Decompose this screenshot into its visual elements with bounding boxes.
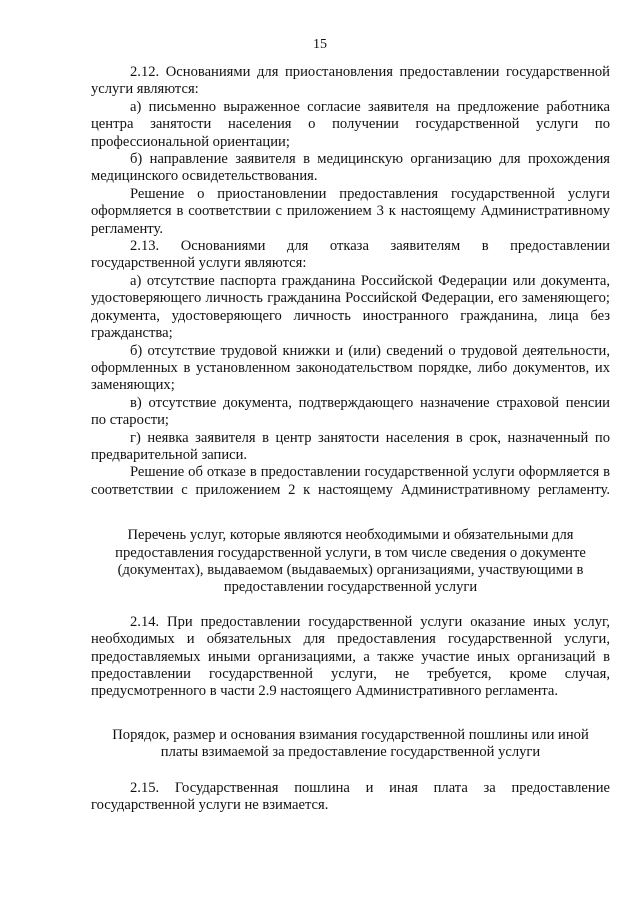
list-item-d-no-show: г) неявка заявителя в центр занятости населения в срок, назначенный по предварительной записи. — [91, 429, 610, 463]
paragraph-refusal-decision: Решение об отказе в предоставлении государственной услуги оформляется в соответствии с приложением 2 к настоящему Административному регламенту. — [91, 464, 610, 498]
document-body — [91, 64, 610, 814]
list-item-b-medical-referral: б) направление заявителя в медицинскую организацию для прохождения медицинского освидетельствования. — [91, 151, 610, 185]
paragraph-2-14: 2.14. При предоставлении государственной услуги оказание иных услуг, необходимых и обязательных для предоставления государственной услуги, предоставляемых иными организациями, а также участие иных организаций в предоставлении государственной услуги, не требуется, кроме случая, предусмотренного в части 2.9 настоящего Административного регламента. — [91, 613, 610, 700]
paragraph-2-15: 2.15. Государственная пошлина и иная плата за предоставление государственной услуги не взимается. — [91, 779, 610, 814]
section-heading-state-fee: Порядок, размер и основания взимания государственной пошлины или иной платы взимаемой за предоставление государственной услуги — [112, 726, 589, 761]
paragraph-suspension-decision: Решение о приостановлении предоставления государственной услуги оформляется в соответствии с приложением 3 к настоящему Административному регламенту. — [91, 185, 610, 237]
list-item-a-consent: а) письменно выраженное согласие заявителя на предложение работника центра занятости населения о получении государственной услуги по профессиональной ориентации; — [91, 98, 610, 150]
page-number: 15 — [313, 37, 327, 52]
list-item-a-passport: а) отсутствие паспорта гражданина Российской Федерации или документа, удостоверяющего личность гражданина Российской Федерации, его заменяющего; документа, удостоверяющего личность иностранного гражданина, лица без гражданства; — [91, 272, 610, 342]
list-item-b-work-record: б) отсутствие трудовой книжки и (или) сведений о трудовой деятельности, оформленных в установленном законодательством порядке, либо документов, их заменяющих; — [91, 342, 610, 394]
list-item-c-pension-document: в) отсутствие документа, подтверждающего назначение страховой пенсии по старости; — [91, 394, 610, 429]
section-heading-required-services: Перечень услуг, которые являются необходимыми и обязательными для предоставления государственной услуги, в том числе сведения о документе (документах), выдаваемом (выдаваемых) организациями, участвующими в предоставлении государственной услуги — [115, 527, 586, 596]
paragraph-2-13: 2.13. Основаниями для отказа заявителям в предоставлении государственной услуги являются: — [91, 238, 610, 272]
paragraph-2-12: 2.12. Основаниями для приостановления предоставлении государственной услуги являются: — [91, 64, 610, 98]
